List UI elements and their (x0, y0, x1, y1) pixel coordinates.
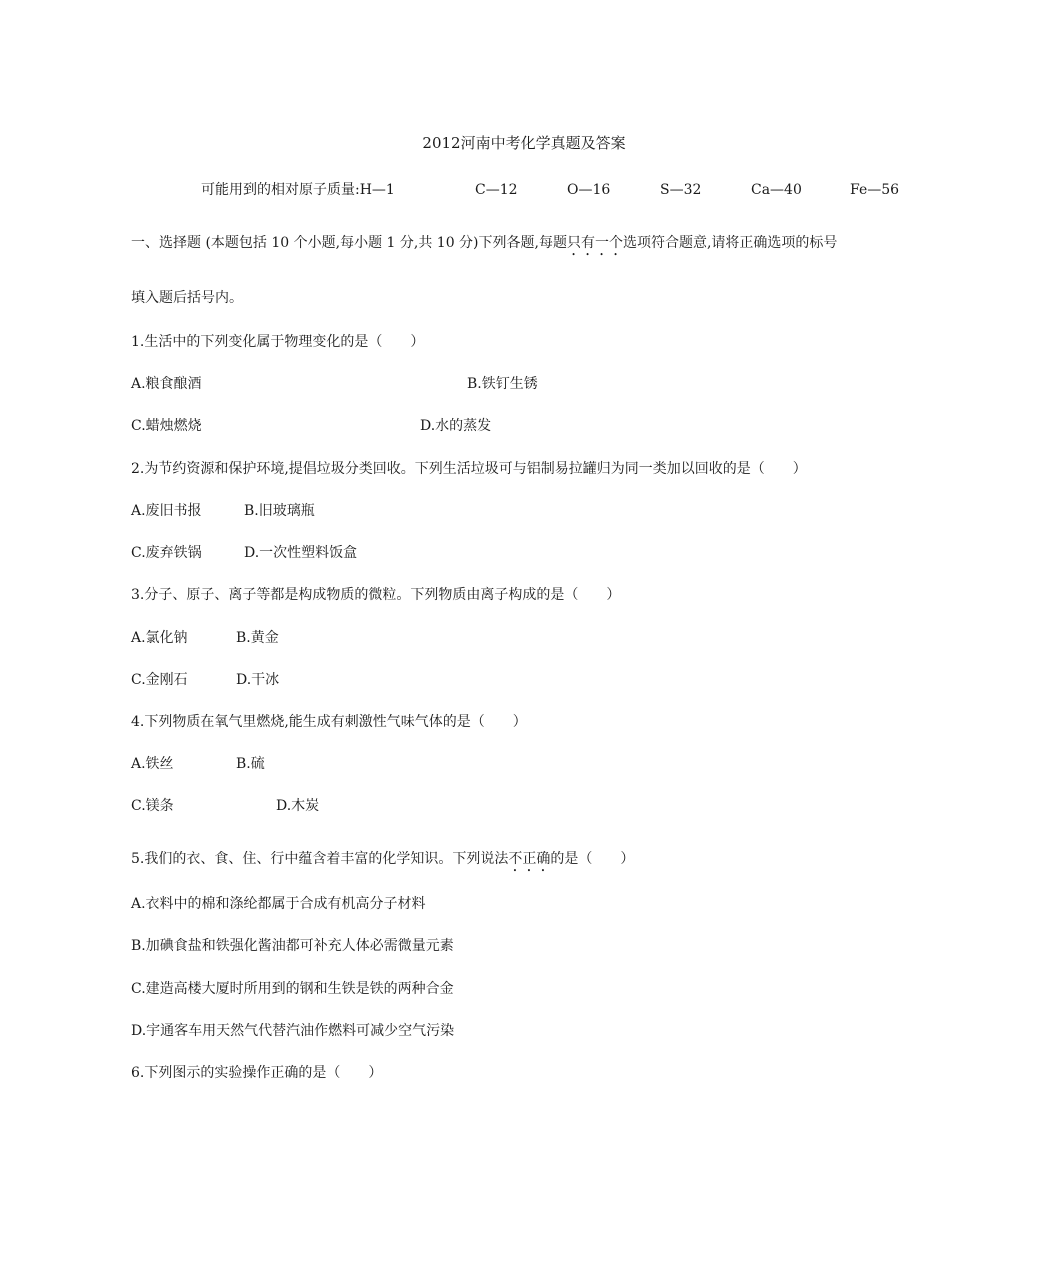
section-instructions-part2: 选项符合题意,请将正确选项的标号 (622, 235, 838, 251)
question-2-option-b: B.旧玻璃瓶 (244, 503, 315, 519)
question-2-stem: 2.为节约资源和保护环境,提倡垃圾分类回收。下列生活垃圾可与铝制易拉罐归为同一类加以回收的是（ ） (131, 461, 807, 477)
question-5-option-b: B.加碘食盐和铁强化酱油都可补充人体必需微量元素 (131, 938, 454, 954)
question-4-option-b: B.硫 (236, 756, 265, 772)
question-3-option-b: B.黄金 (236, 630, 279, 646)
question-4-option-c: C.镁条 (131, 798, 174, 814)
question-3-option-c: C.金刚石 (131, 672, 188, 688)
section-instructions-part1: 一、选择题 (本题包括 10 个小题,每小题 1 分,共 10 分)下列各题,每题 (131, 235, 567, 251)
question-5-stem (131, 849, 634, 875)
question-2-option-d: D.一次性塑料饭盒 (244, 545, 358, 561)
atomic-mass-o: O—16 (567, 182, 611, 198)
atomic-mass-s: S—32 (660, 182, 702, 198)
question-5-stem-part1: 5.我们的衣、食、住、行中蕴含着丰富的化学知识。下列说法 (131, 851, 509, 867)
page-title: 2012河南中考化学真题及答案 (422, 134, 626, 152)
question-1-option-d: D.水的蒸发 (420, 418, 492, 434)
question-4-option-a: A.铁丝 (131, 756, 174, 772)
question-5-stem-part2: 的是（ ） (550, 851, 635, 867)
question-4-option-d: D.木炭 (276, 798, 320, 814)
atomic-mass-ca: Ca—40 (751, 182, 802, 198)
question-4-stem: 4.下列物质在氧气里燃烧,能生成有刺激性气味气体的是（ ） (131, 714, 527, 730)
question-2-option-a: A.废旧书报 (131, 503, 202, 519)
question-5-emphasis: 不正确 (508, 851, 551, 867)
question-3-stem: 3.分子、原子、离子等都是构成物质的微粒。下列物质由离子构成的是（ ） (131, 587, 621, 603)
section-emphasis: 只有一个 (566, 235, 623, 251)
question-2-option-c: C.废弃铁锅 (131, 545, 202, 561)
section-instructions-line2: 填入题后括号内。 (131, 290, 243, 306)
question-1-option-b: B.铁钉生锈 (467, 376, 538, 392)
atomic-mass-fe: Fe—56 (850, 182, 900, 198)
question-1-option-a: A.粮食酿酒 (131, 376, 202, 392)
atomic-mass-label: 可能用到的相对原子质量:H—1 (201, 182, 395, 198)
question-1-stem: 1.生活中的下列变化属于物理变化的是（ ） (131, 334, 425, 350)
question-1-option-c: C.蜡烛燃烧 (131, 418, 202, 434)
question-3-option-a: A.氯化钠 (131, 630, 188, 646)
question-6-stem: 6.下列图示的实验操作正确的是（ ） (131, 1065, 383, 1081)
question-5-option-a: A.衣料中的棉和涤纶都属于合成有机高分子材料 (131, 896, 426, 912)
section-instructions (131, 233, 837, 259)
atomic-mass-c: C—12 (475, 182, 518, 198)
question-5-option-d: D.宇通客车用天然气代替汽油作燃料可减少空气污染 (131, 1023, 455, 1039)
question-5-option-c: C.建造高楼大厦时所用到的钢和生铁是铁的两种合金 (131, 981, 454, 997)
question-3-option-d: D.干冰 (236, 672, 280, 688)
